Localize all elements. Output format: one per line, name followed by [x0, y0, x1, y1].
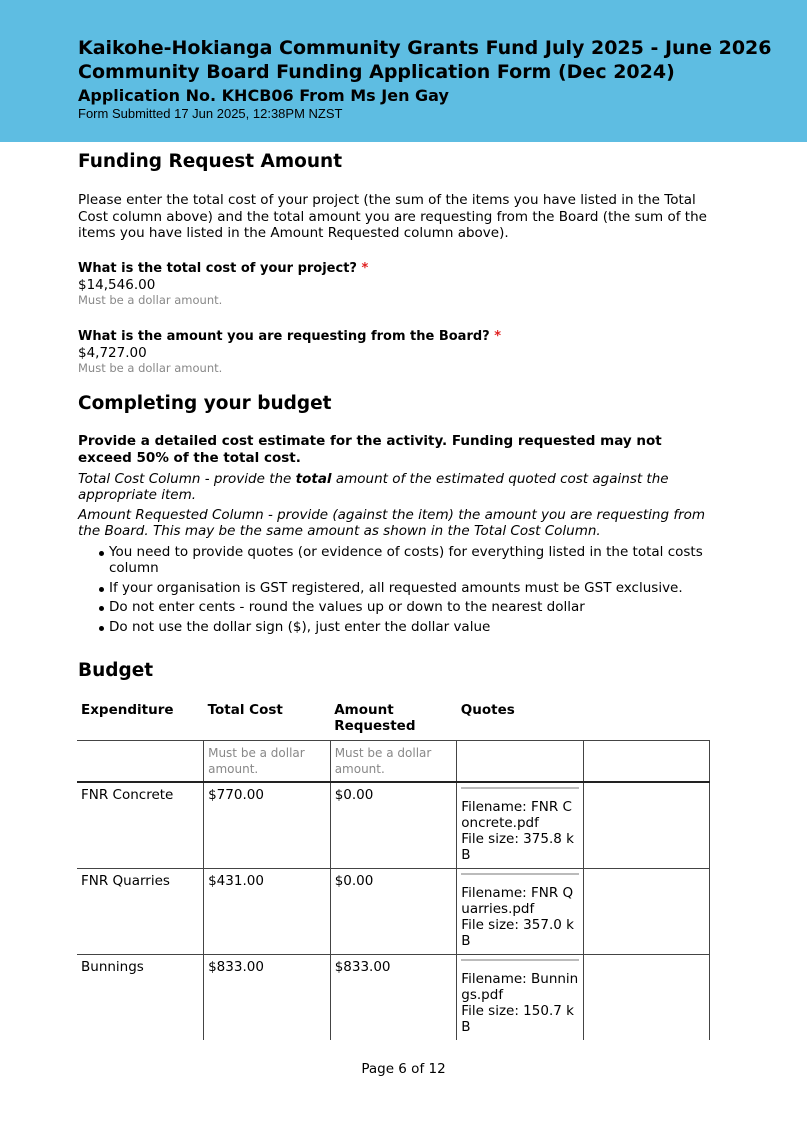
list-item: Do not enter cents - round the values up or down to the nearest dollar: [98, 599, 718, 616]
table-hint-row: [77, 741, 710, 783]
quote-filename[interactable]: Filename: FNR Concrete.pdf: [461, 799, 572, 831]
total-cost-cell: $431.00: [204, 869, 331, 955]
total-cost-value: $14,546.00: [78, 276, 156, 293]
total-cost-hint-cell: Must be a dollar amount.: [204, 741, 331, 783]
amount-column-note: Amount Requested Column - provide (against the item) the amount you are requesting from the Board. This may be the same amount as shown in the Total Cost Column.: [78, 506, 706, 539]
requested-amount-hint: Must be a dollar amount.: [78, 360, 223, 375]
funding-heading: Funding Request Amount: [78, 151, 343, 172]
amount-requested-cell: $833.00: [330, 955, 457, 1041]
completing-heading: Completing your budget: [78, 392, 332, 414]
quote-file-cell: [457, 955, 584, 1041]
quote-filename[interactable]: Filename: Bunnings.pdf: [461, 971, 579, 1003]
quote-filesize: File size: 357.0 kB: [461, 917, 574, 949]
page-number: Page 6 of 12: [361, 1061, 446, 1077]
table-row: [77, 782, 710, 869]
quote-file-cell: [457, 782, 584, 869]
expenditure-cell: FNR Quarries: [77, 869, 204, 955]
expenditure-cell: FNR Concrete: [77, 782, 204, 869]
requested-amount-value: $4,727.00: [78, 344, 147, 361]
total-cost-cell: $770.00: [204, 782, 331, 869]
quote-filesize: File size: 375.8 kB: [461, 831, 574, 863]
col-quotes: Quotes: [460, 702, 515, 718]
quote-filename[interactable]: Filename: FNR Quarries.pdf: [461, 885, 574, 917]
budget-rules-list: [98, 544, 718, 636]
amount-requested-cell: $0.00: [330, 869, 457, 955]
form-title: Community Board Funding Application Form (Dec 2024): [78, 61, 675, 83]
amount-requested-cell: $0.00: [330, 782, 457, 869]
list-item: Do not use the dollar sign ($), just enter the dollar value: [98, 619, 718, 636]
col-empty: [583, 702, 710, 741]
total-cost-cell: $833.00: [204, 955, 331, 1041]
application-number: Application No. KHCB06 From Ms Jen Gay: [78, 86, 449, 105]
expenditure-cell: Bunnings: [77, 955, 204, 1041]
budget-table: [77, 702, 710, 1040]
form-content: [78, 150, 718, 1040]
budget-instructions-bold: Provide a detailed cost estimate for the activity. Funding requested may not exceed 50% of the total cost.: [78, 432, 662, 466]
col-expenditure: Expenditure: [81, 702, 174, 718]
total-cost-hint: Must be a dollar amount.: [78, 292, 223, 307]
col-amount-requested: Amount Requested: [334, 702, 416, 734]
fund-title: Kaikohe-Hokianga Community Grants Fund July 2025 - June 2026: [78, 37, 772, 59]
list-item: You need to provide quotes (or evidence of costs) for everything listed in the total costs column: [98, 544, 718, 577]
list-item: If your organisation is GST registered, all requested amounts must be GST exclusive.: [98, 580, 718, 597]
funding-intro: Please enter the total cost of your project (the sum of the items you have listed in the Total Cost column above) and the total amount you are requesting from the Board (the sum of the items you have listed in the Amount Requested column above).: [78, 192, 707, 241]
requested-amount-question: [78, 328, 718, 376]
table-row: [77, 955, 710, 1041]
quote-file-cell: [457, 869, 584, 955]
col-total-cost: Total Cost: [207, 702, 283, 718]
budget-heading: Budget: [78, 660, 154, 681]
total-column-note: Total Cost Column - provide the total amount of the estimated quoted cost against the appropriate item.: [78, 470, 669, 503]
total-cost-question: [78, 260, 718, 308]
form-header: [0, 0, 807, 142]
table-header-row: [77, 702, 710, 741]
total-cost-label: What is the total cost of your project?: [78, 260, 357, 276]
required-marker: *: [361, 260, 369, 276]
table-row: [77, 869, 710, 955]
amount-hint-cell: Must be a dollar amount.: [330, 741, 457, 783]
quote-filesize: File size: 150.7 kB: [461, 1003, 574, 1035]
required-marker: *: [494, 328, 502, 344]
requested-amount-label: What is the amount you are requesting from the Board?: [78, 328, 490, 344]
submitted-date: Form Submitted 17 Jun 2025, 12:38PM NZST: [78, 106, 343, 121]
